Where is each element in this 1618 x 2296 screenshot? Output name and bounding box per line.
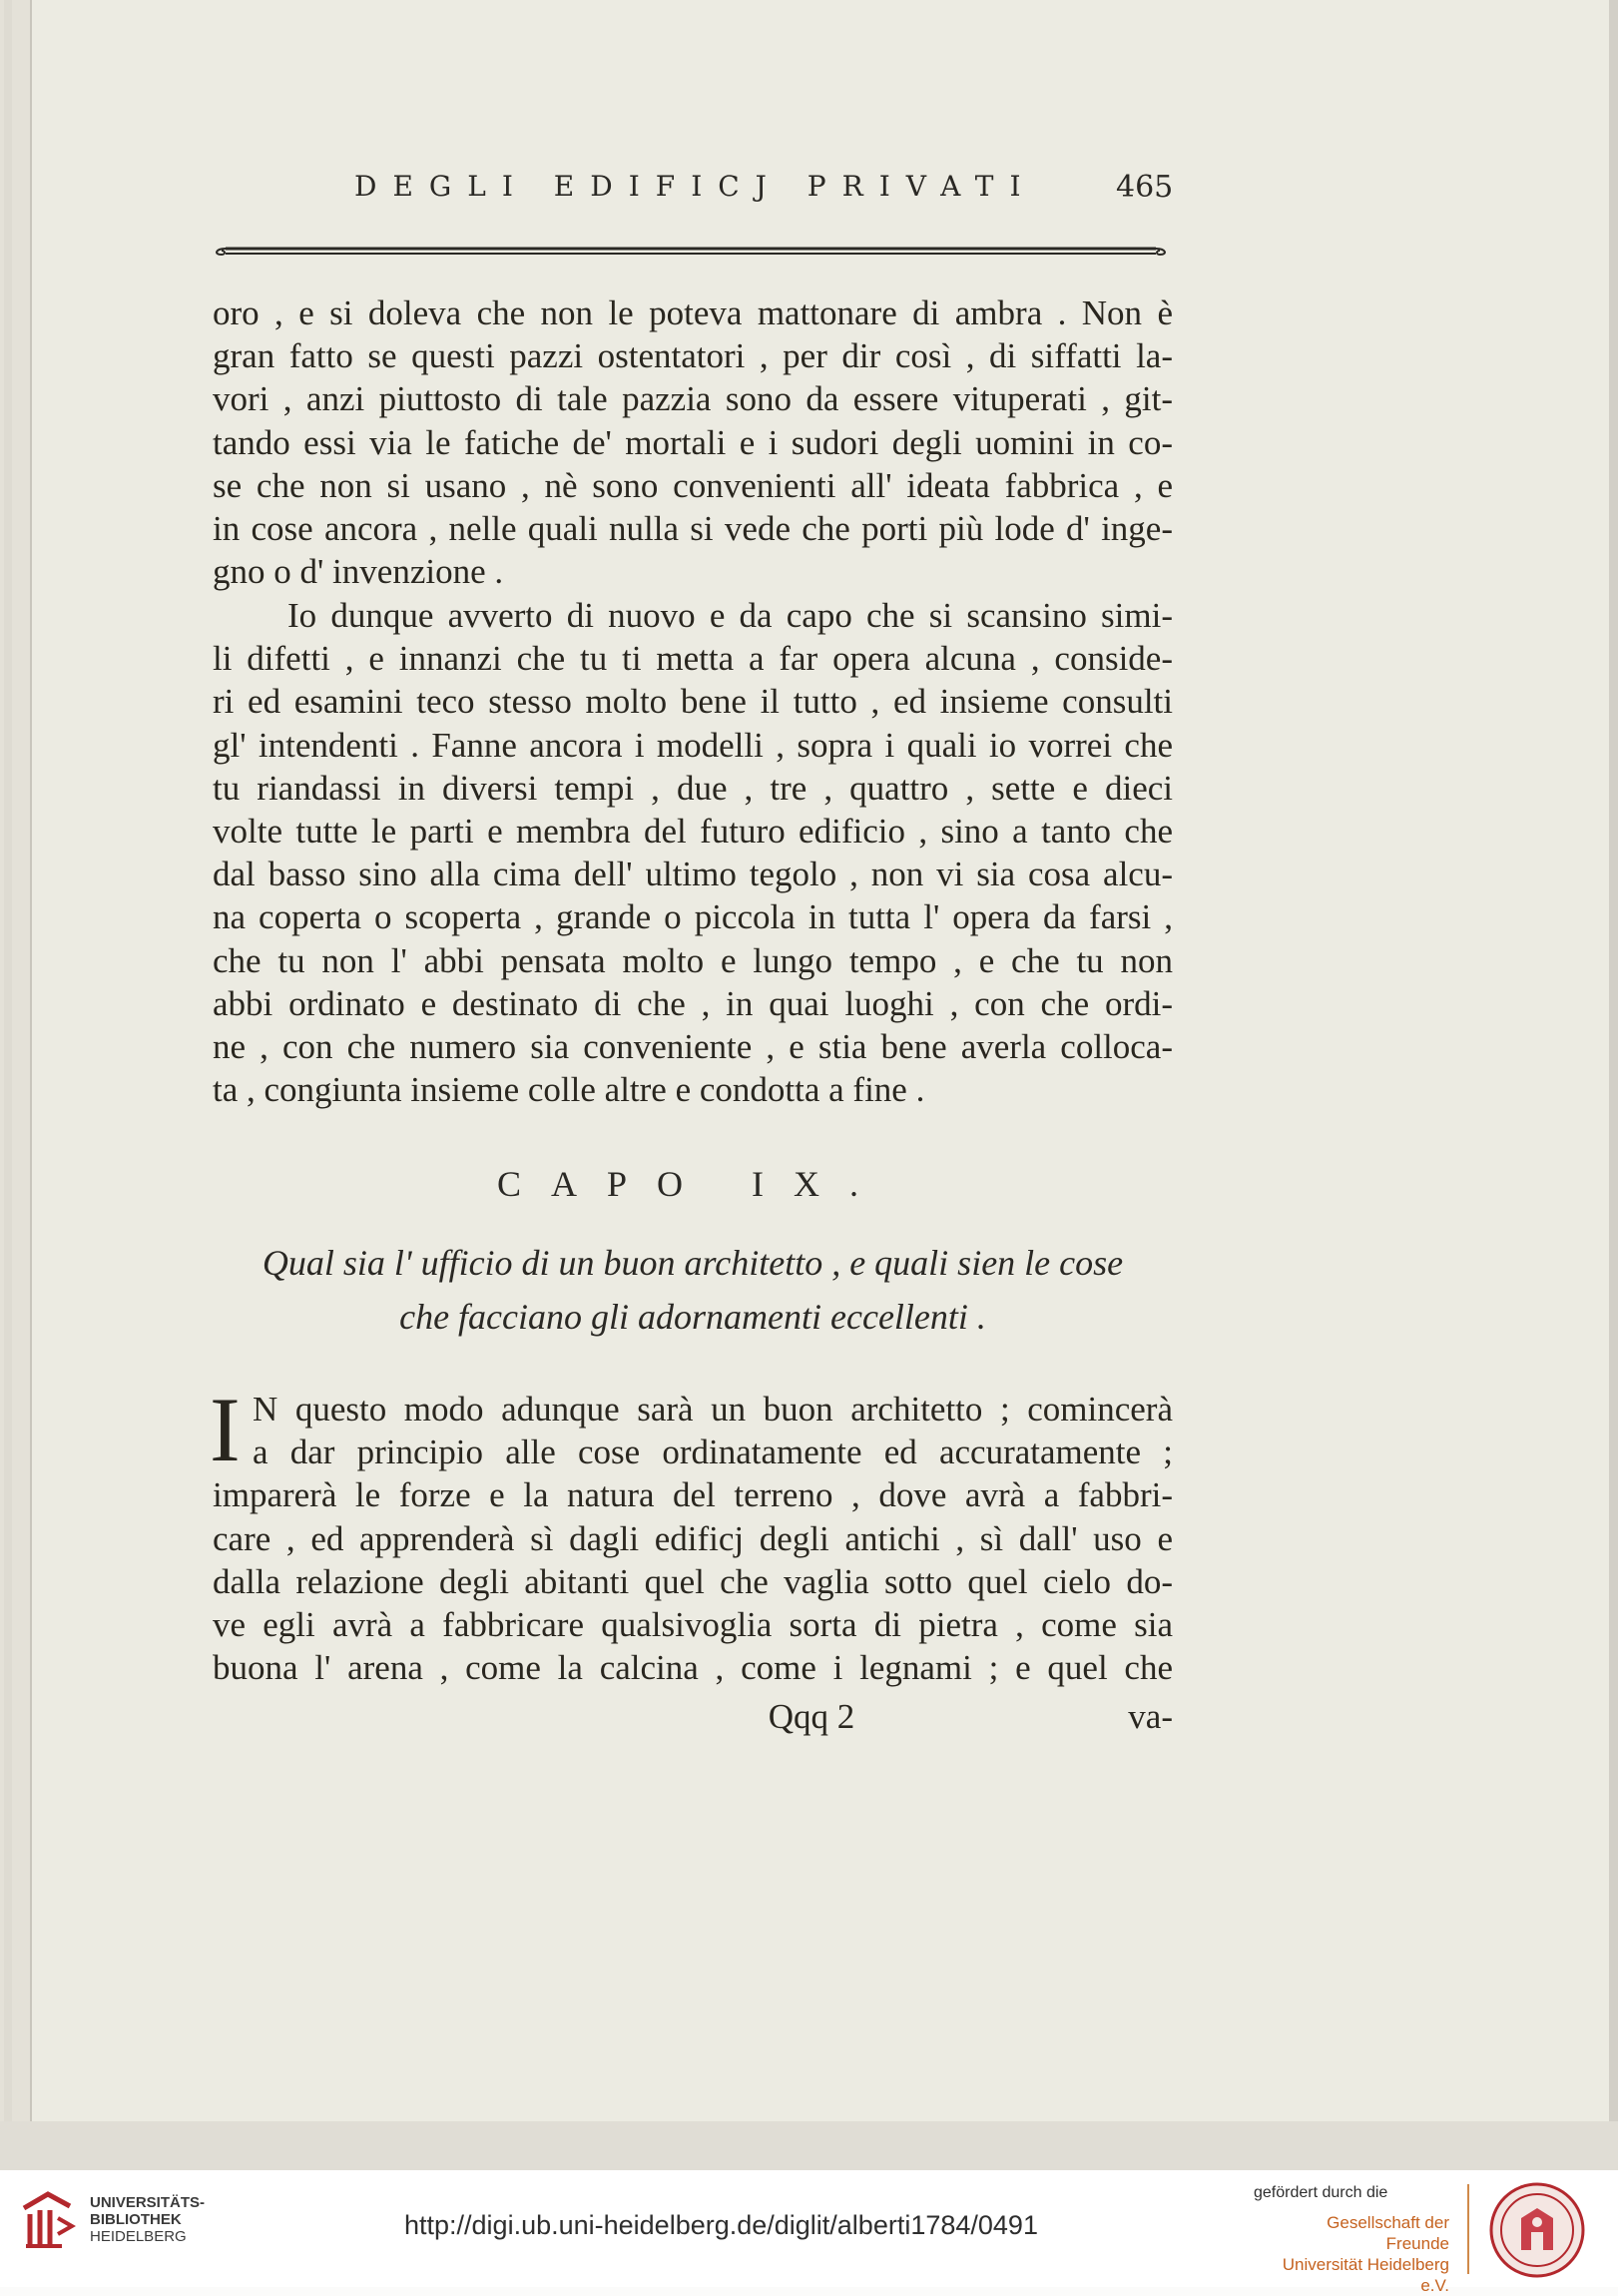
funded-by-label: gefördert durch die [1254,2184,1388,2201]
text-line: ne , con che numero sia conveniente , e stia bene averla colloca- [213,1026,1173,1066]
chapter-subtitle-line-1: Qual sia l' ufficio di un buon architetto , e quali sien le cose [262,1243,1124,1283]
library-name-line-2: BIBLIOTHEK [90,2211,182,2228]
paragraph-2 [213,594,1173,1111]
gutter-edge [4,0,12,2170]
paragraph-1 [213,291,1173,593]
sponsor-name[interactable] [1260,2212,1449,2296]
library-name-line-1: UNIVERSITÄTS- [90,2194,206,2211]
digitization-footer [0,2170,1618,2295]
text-line: gl' intendenti . Fanne ancora i modelli , sopra i quali io vorrei che [213,725,1173,765]
text-line: na coperta o scoperta , grande o piccola in tutta l' opera da farsi , [213,897,1173,937]
chapter-heading: CAPO IX. [496,1164,888,1204]
sponsor-divider [1467,2184,1469,2274]
text-line: a dar principio alle cose ordinatamente ed accuratamente ; [253,1433,1173,1472]
book-gutter [0,0,31,2170]
page-edge [1609,0,1618,2170]
text-line: tu riandassi in diversi tempi , due , tre , quattro , sette e dieci [213,768,1173,808]
ornamental-rule [212,245,1170,259]
text-line: N questo modo adunque sarà un buon architetto ; comincerà [253,1390,1173,1429]
text-line: tando essi via le fatiche de' mortali e i sudori degli uomini in co- [213,422,1173,462]
sponsor-line-1: Gesellschaft der Freunde [1327,2213,1449,2253]
text-line: abbi ordinato e destinato di che , in quai luoghi , con che ordi- [213,983,1173,1023]
text-line: gran fatto se questi pazzi ostentatori , per dir così , di siffatti la- [213,336,1173,376]
library-name [90,2194,205,2245]
library-name-line-3: HEIDELBERG [90,2228,187,2245]
catchline [213,1697,1173,1741]
text-line: care , ed apprenderà sì dagli edificj degli antichi , sì dall' uso e [213,1518,1173,1558]
page-number: 465 [1116,170,1174,205]
catchword: va- [1128,1697,1173,1736]
text-line: Io dunque avverto di nuovo e da capo che si scansino simi- [287,596,1173,635]
paragraph-3 [213,1388,1173,1689]
text-line: ve egli avrà a fabbricare qualsivoglia sorta di pietra , come sia [213,1604,1173,1644]
text-line: oro , e si doleva che non le poteva mattonare di ambra . Non è [213,293,1173,332]
chapter-subtitle-line-2: che facciano gli adornamenti eccellenti . [399,1297,986,1337]
text-line: che tu non l' abbi pensata molto e lungo tempo , e che tu non [213,940,1173,980]
text-line: in cose ancora , nelle quali nulla si vede che porti più lode d' inge- [213,508,1173,548]
text-line: volte tutte le parti e membra del futuro edificio , sino a tanto che [213,811,1173,851]
text-line: ri ed esamini teco stesso molto bene il tutto , ed insieme consulti [213,682,1173,722]
text-line: dalla relazione degli abitanti quel che vaglia sotto quel cielo do- [213,1561,1173,1601]
page-bottom-edge [0,2121,1618,2170]
text-line: gno o d' invenzione . [213,552,504,592]
running-head: DEGLI EDIFICJ PRIVATI [354,170,1037,203]
university-seal-icon [1487,2180,1587,2280]
text-line: buona l' arena , come la calcina , come i legnami ; e quel che [213,1648,1173,1688]
university-library-logo-icon[interactable] [18,2188,76,2250]
text-line: vori , anzi piuttosto di tale pazzia sono da essere vituperati , git- [213,379,1173,419]
drop-capital: I [210,1379,241,1480]
text-line: se che non si usano , nè sono convenienti all' ideata fabbrica , e [213,465,1173,505]
text-line: ta , congiunta insieme colle altre e condotta a fine . [213,1070,925,1110]
text-line: dal basso sino alla cima dell' ultimo tegolo , non vi sia cosa alcu- [213,855,1173,894]
permalink-url[interactable]: http://digi.ub.uni-heidelberg.de/diglit/alberti1784/0491 [404,2210,1038,2240]
text-line: imparerà le forze e la natura del terreno , dove avrà a fabbri- [213,1475,1173,1515]
signature-mark: Qqq 2 [768,1697,855,1736]
text-line: li difetti , e innanzi che tu ti metta a far opera alcuna , conside- [213,639,1173,679]
sponsor-line-2: Universität Heidelberg e.V. [1282,2255,1449,2295]
